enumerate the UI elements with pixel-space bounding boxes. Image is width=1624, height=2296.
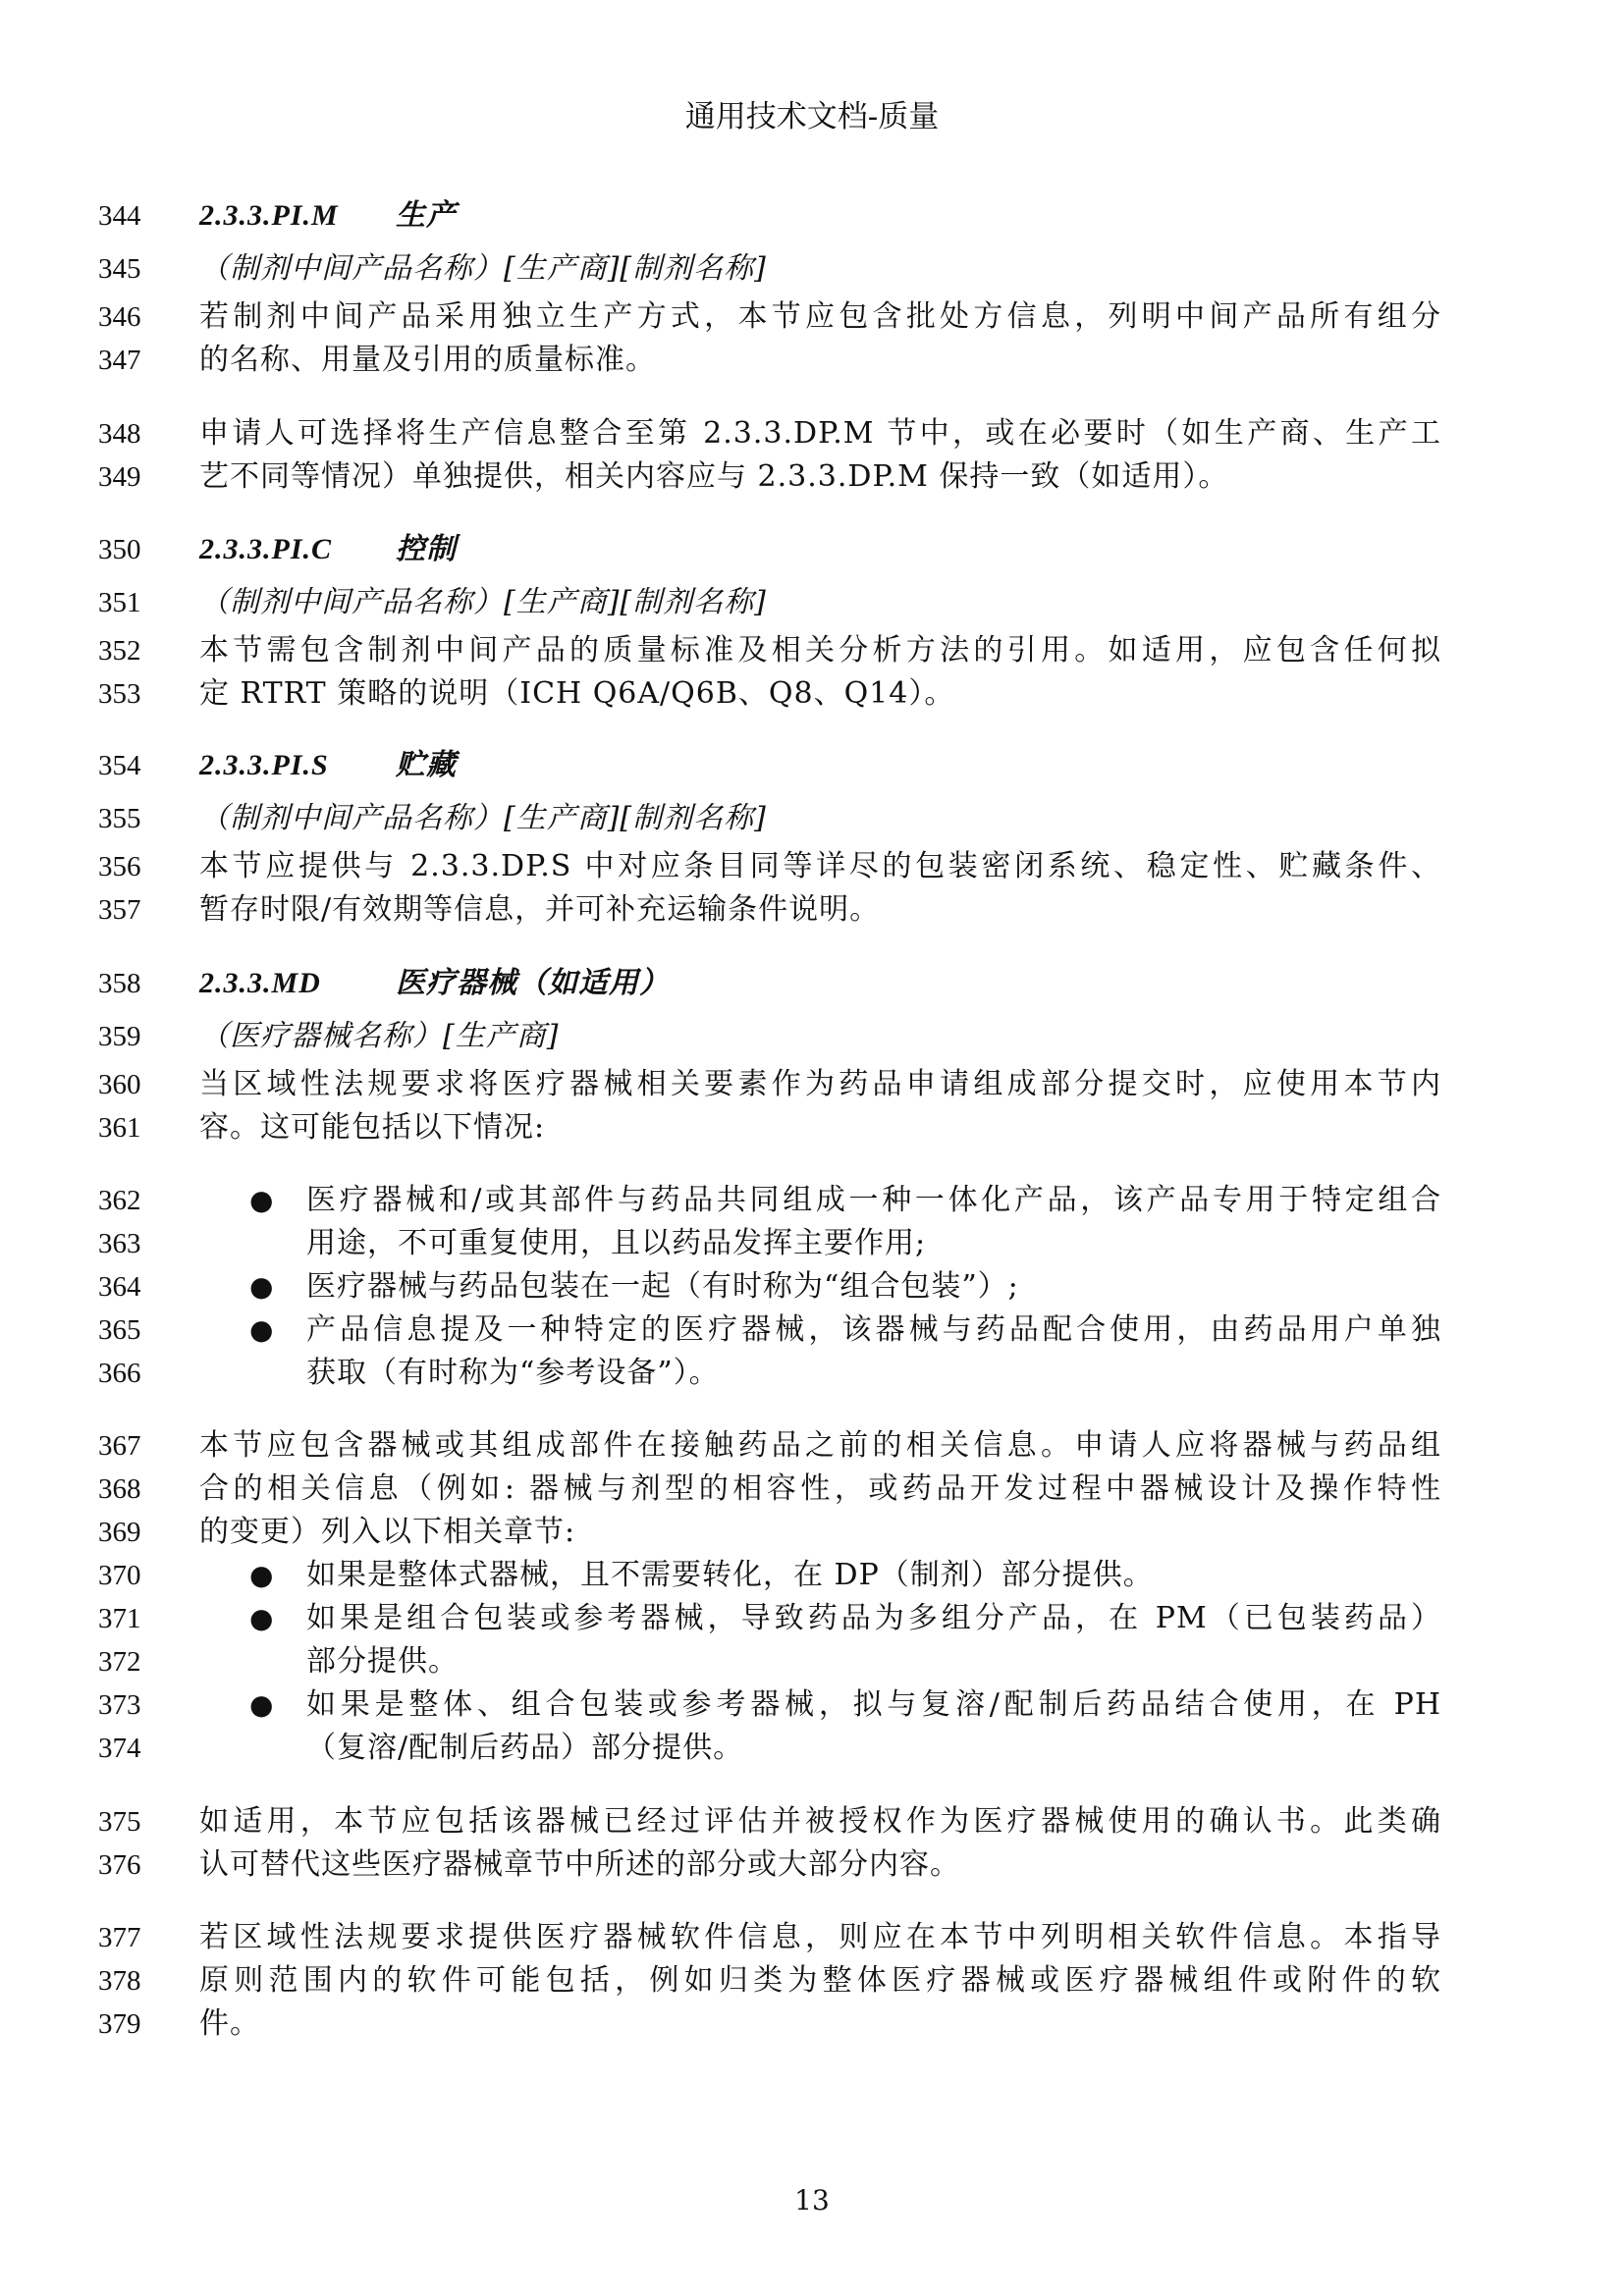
- line-number: 348: [98, 418, 141, 450]
- section-heading: [199, 744, 1441, 787]
- bullet-item-text: （复溶/配制后药品）部分提供。: [306, 1731, 744, 1765]
- line-number: 378: [98, 1965, 141, 1997]
- document-line: [0, 1640, 1624, 1683]
- document-line: [0, 412, 1624, 455]
- paragraph-line: 本节应包含器械或其组成部件在接触药品之前的相关信息。申请人应将器械与药品组: [199, 1428, 1441, 1463]
- document-line: [0, 1511, 1624, 1554]
- document-line: [0, 744, 1624, 787]
- document-line: [0, 1308, 1624, 1352]
- document-line: [0, 797, 1624, 840]
- line-number: 376: [98, 1849, 141, 1881]
- bullet-item-text: 如果是组合包装或参考器械，导致药品为多组分产品，在 PM（已包装药品）: [306, 1601, 1441, 1635]
- line-number: 374: [98, 1733, 141, 1764]
- document-line: [0, 1222, 1624, 1265]
- page-number: 13: [794, 2184, 830, 2216]
- document-line: [0, 1015, 1624, 1058]
- document-line: [0, 672, 1624, 716]
- paragraph-line: 件。: [199, 2006, 260, 2041]
- document-line: [0, 1554, 1624, 1597]
- section-code: 2.3.3.PI.S: [199, 749, 329, 781]
- bullet-item-text: 部分提供。: [306, 1644, 459, 1679]
- document-line: [0, 194, 1624, 238]
- line-number: 355: [98, 803, 141, 834]
- line-number: 347: [98, 345, 141, 376]
- document-line: [0, 1959, 1624, 2002]
- document-line: [0, 629, 1624, 672]
- line-number: 367: [98, 1430, 141, 1462]
- line-number: 375: [98, 1806, 141, 1838]
- page-header: 通用技术文档-质量: [684, 99, 940, 134]
- section-code: 2.3.3.PI.M: [199, 199, 339, 232]
- line-number: 353: [98, 678, 141, 710]
- paragraph-line: 容。这可能包括以下情况:: [199, 1110, 546, 1145]
- section-subtitle: （制剂中间产品名称）[生产商][制剂名称]: [199, 585, 767, 619]
- section-subtitle: （制剂中间产品名称）[生产商][制剂名称]: [199, 801, 767, 835]
- line-number: 370: [98, 1560, 141, 1591]
- paragraph-line: 若区域性法规要求提供医疗器械软件信息，则应在本节中列明相关软件信息。本指导: [199, 1920, 1441, 1954]
- line-number: 354: [98, 750, 141, 781]
- section-code: 2.3.3.MD: [199, 967, 321, 999]
- document-line: [0, 962, 1624, 1005]
- line-number: 358: [98, 968, 141, 999]
- document-line: [0, 1352, 1624, 1395]
- document-line: [0, 1265, 1624, 1308]
- paragraph-line: 本节应提供与 2.3.3.DP.S 中对应条目同等详尽的包装密闭系统、稳定性、贮藏条件、: [199, 849, 1441, 883]
- bullet-item-text: 产品信息提及一种特定的医疗器械，该器械与药品配合使用，由药品用户单独: [306, 1312, 1441, 1347]
- line-number: 369: [98, 1517, 141, 1548]
- line-number: 359: [98, 1021, 141, 1052]
- paragraph-line: 合的相关信息（例如: 器械与剂型的相容性，或药品开发过程中器械设计及操作特性: [199, 1471, 1441, 1506]
- document-line: [0, 581, 1624, 624]
- document-line: [0, 845, 1624, 888]
- document-line: [0, 1800, 1624, 1843]
- paragraph-line: 申请人可选择将生产信息整合至第 2.3.3.DP.M 节中，或在必要时（如生产商、生产工: [199, 416, 1441, 451]
- line-number: 368: [98, 1473, 141, 1505]
- paragraph-line: 的名称、用量及引用的质量标准。: [199, 343, 656, 377]
- line-number: 349: [98, 461, 141, 493]
- section-code: 2.3.3.PI.C: [199, 533, 333, 565]
- line-number: 365: [98, 1314, 141, 1346]
- bullet-icon: ●: [249, 1184, 274, 1216]
- bullet-item-text: 医疗器械和/或其部件与药品共同组成一种一体化产品，该产品专用于特定组合: [306, 1183, 1441, 1217]
- document-line: [0, 1916, 1624, 1959]
- section-subtitle: （制剂中间产品名称）[生产商][制剂名称]: [199, 251, 767, 286]
- document-line: [0, 528, 1624, 571]
- paragraph-line: 如适用，本节应包括该器械已经过评估并被授权作为医疗器械使用的确认书。此类确: [199, 1804, 1441, 1839]
- line-number: 356: [98, 851, 141, 882]
- line-number: 357: [98, 894, 141, 926]
- paragraph-line: 当区域性法规要求将医疗器械相关要素作为药品申请组成部分提交时，应使用本节内: [199, 1067, 1441, 1101]
- paragraph-line: 暂存时限/有效期等信息，并可补充运输条件说明。: [199, 892, 881, 927]
- document-line: [0, 339, 1624, 382]
- line-number: 351: [98, 587, 141, 618]
- document-line: [0, 247, 1624, 291]
- line-number: 372: [98, 1646, 141, 1678]
- paragraph-line: 艺不同等情况）单独提供，相关内容应与 2.3.3.DP.M 保持一致（如适用）。: [199, 459, 1229, 494]
- section-title: 贮藏: [396, 748, 457, 782]
- document-line: [0, 295, 1624, 339]
- section-heading: [199, 528, 1441, 571]
- section-title: 医疗器械（如适用）: [396, 966, 670, 1000]
- section-heading: [199, 194, 1441, 238]
- document-line: [0, 888, 1624, 932]
- document-line: [0, 1843, 1624, 1887]
- line-number: 364: [98, 1271, 141, 1303]
- line-number: 346: [98, 301, 141, 333]
- paragraph-line: 定 RTRT 策略的说明（ICH Q6A/Q6B、Q8、Q14）。: [199, 676, 955, 711]
- section-heading: [199, 962, 1441, 1005]
- bullet-item-text: 如果是整体式器械，且不需要转化，在 DP（制剂）部分提供。: [306, 1558, 1154, 1592]
- line-number: 366: [98, 1358, 141, 1389]
- bullet-icon: ●: [249, 1313, 274, 1346]
- bullet-item-text: 获取（有时称为“参考设备”）。: [306, 1356, 720, 1390]
- line-number: 362: [98, 1185, 141, 1216]
- line-number: 371: [98, 1603, 141, 1634]
- document-line: [0, 1468, 1624, 1511]
- line-number: 344: [98, 200, 141, 232]
- section-title: 生产: [396, 198, 457, 233]
- document-line: [0, 1597, 1624, 1640]
- document-line: [0, 1424, 1624, 1468]
- paragraph-line: 原则范围内的软件可能包括，例如归类为整体医疗器械或医疗器械组件或附件的软: [199, 1963, 1441, 1998]
- paragraph-line: 若制剂中间产品采用独立生产方式，本节应包含批处方信息，列明中间产品所有组分: [199, 299, 1441, 334]
- line-number: 360: [98, 1069, 141, 1100]
- bullet-icon: ●: [249, 1270, 274, 1303]
- paragraph-line: 的变更）列入以下相关章节:: [199, 1515, 576, 1549]
- document-line: [0, 455, 1624, 499]
- line-number: 350: [98, 534, 141, 565]
- line-number: 379: [98, 2008, 141, 2040]
- bullet-item-text: 医疗器械与药品包装在一起（有时称为“组合包装”）;: [306, 1269, 1019, 1304]
- bullet-icon: ●: [249, 1602, 274, 1634]
- paragraph-line: 本节需包含制剂中间产品的质量标准及相关分析方法的引用。如适用，应包含任何拟: [199, 633, 1441, 667]
- bullet-item-text: 如果是整体、组合包装或参考器械，拟与复溶/配制后药品结合使用，在 PH: [306, 1687, 1441, 1722]
- line-number: 361: [98, 1112, 141, 1144]
- line-number: 352: [98, 635, 141, 667]
- document-line: [0, 1683, 1624, 1727]
- section-title: 控制: [396, 532, 457, 566]
- bullet-icon: ●: [249, 1559, 274, 1591]
- section-subtitle: （医疗器械名称）[生产商]: [199, 1019, 560, 1053]
- document-line: [0, 2002, 1624, 2046]
- bullet-item-text: 用途，不可重复使用，且以药品发挥主要作用;: [306, 1226, 927, 1260]
- line-number: 377: [98, 1922, 141, 1953]
- document-line: [0, 1727, 1624, 1770]
- paragraph-line: 认可替代这些医疗器械章节中所述的部分或大部分内容。: [199, 1847, 960, 1882]
- document-line: [0, 1106, 1624, 1149]
- document-line: [0, 1063, 1624, 1106]
- line-number: 345: [98, 253, 141, 285]
- document-line: [0, 1179, 1624, 1222]
- line-number: 373: [98, 1689, 141, 1721]
- bullet-icon: ●: [249, 1688, 274, 1721]
- line-number: 363: [98, 1228, 141, 1259]
